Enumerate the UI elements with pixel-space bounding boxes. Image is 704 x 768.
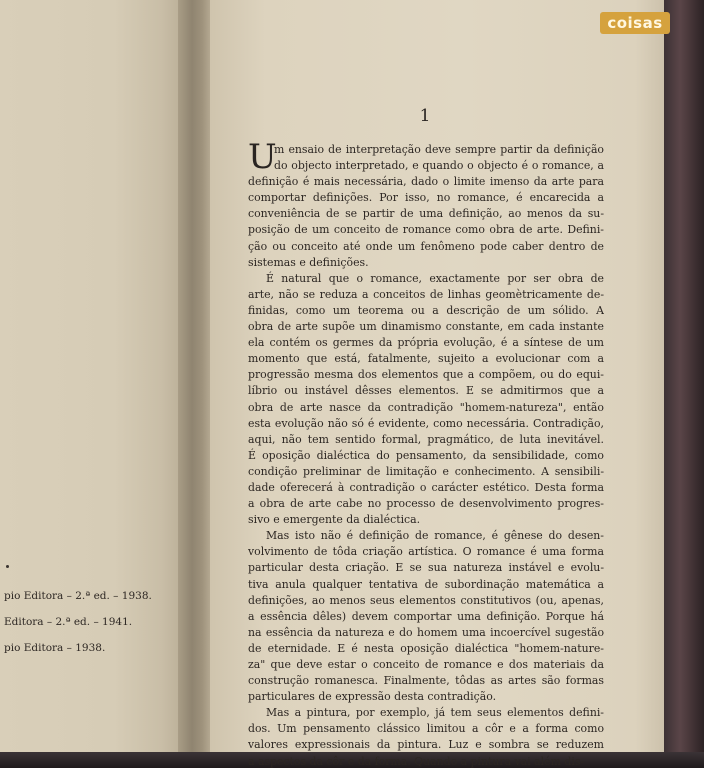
- bibliography-line: pio Editora – 1938.: [4, 642, 106, 654]
- text-line: tiva anula qualquer tentativa de subordinação matemática a: [248, 577, 604, 591]
- drop-cap: U: [248, 137, 277, 177]
- text-line: particular desta criação. E se sua natureza instável e evolu-: [248, 561, 604, 575]
- left-page-mark: [6, 565, 9, 568]
- text-line: arte, não se reduza a conceitos de linhas geomètricamente de-: [248, 287, 604, 301]
- bibliography-line: Editora – 2.ª ed. – 1941.: [4, 616, 133, 628]
- bibliography-line: pio Editora – 2.ª ed. – 1938.: [4, 590, 152, 602]
- text-line: obra de arte supõe um dinamismo constante, em cada instante: [248, 320, 604, 334]
- text-line: obra de arte nasce da contradição "homem-natureza", então: [248, 400, 604, 414]
- text-line: condição preliminar de limitação e conhecimento. A sensibili-: [248, 464, 604, 478]
- watermark-logo: coisas: [600, 12, 670, 34]
- text-line: conveniência de se partir de uma definição, ao menos da su-: [248, 207, 604, 221]
- text-line: volvimento de tôda criação artística. O romance é uma forma: [248, 545, 604, 559]
- text-line: a obra de arte cabe no processo de desenvolvimento progres-: [248, 497, 604, 511]
- text-line: dade oferecerá à contradição o carácter estético. Desta forma: [248, 480, 604, 494]
- text-line: Mas a pintura, por exemplo, já tem seus elementos defini-: [266, 706, 604, 720]
- text-line: esta evolução não só é evidente, como necessária. Contradição,: [248, 416, 604, 430]
- text-line: a essência dêles) devem comportar uma definição. Porque há: [248, 609, 604, 623]
- text-line: za" que deve estar o conceito de romance e dos materiais da: [248, 658, 604, 671]
- text-line: particulares de expressão desta contradição.: [248, 690, 497, 704]
- text-line: ção ou conceito até onde um fenômeno pode caber dentro de: [248, 239, 604, 253]
- text-line: Mas isto não é definição de romance, é gênese do desen-: [266, 529, 604, 543]
- text-line: momento que está, fatalmente, sujeito a evolucionar com a: [248, 352, 604, 366]
- text-line: sivo e emergente da dialéctica.: [248, 513, 421, 527]
- text-line: m ensaio de interpretação deve sempre partir da definição: [274, 143, 604, 156]
- text-line: aqui, não tem sentido formal, pragmático, de luta inevitável.: [248, 432, 604, 446]
- text-line: progressão mesma dos elementos que a compõem, ou do equi-: [248, 368, 604, 382]
- text-line: dos. Um pensamento clássico limitou a côr e a forma como: [248, 722, 604, 736]
- text-line: do objecto interpretado, e quando o objecto é o romance, a: [274, 159, 604, 173]
- text-line: finidas, como um teorema ou a descrição de um sólido. A: [248, 303, 604, 317]
- chapter-number: 1: [419, 106, 431, 126]
- text-line: comportar definições. Por isso, no romance, é encarecida a: [248, 191, 604, 205]
- book-cover-edge: [664, 0, 704, 768]
- chapter-text: [248, 137, 604, 768]
- text-line: valores expressionais da pintura. Luz e sombra se reduzem: [248, 738, 604, 752]
- text-line: construção romanesca. Finalmente, tôdas as artes são formas: [248, 674, 604, 688]
- left-page: [0, 0, 190, 755]
- text-line: ela contém os germes da própria evolução, é a síntese de um: [248, 336, 604, 350]
- text-line: É natural que o romance, exactamente por ser obra de: [266, 271, 604, 285]
- text-line: a aspectos da côr e da forma. Quando a pintura vai além dis-: [248, 754, 585, 768]
- text-line: na essência da natureza e do homem uma incoercível sugestão: [248, 625, 604, 639]
- text-line: definições, ao menos seus elementos constitutivos (ou, apenas,: [248, 593, 604, 607]
- text-line: sistemas e definições.: [248, 255, 369, 269]
- text-line: líbrio ou instável dêsses elementos. E se admitirmos que a: [248, 384, 604, 398]
- text-line: de eternidade. E é nesta oposição dialéctica "homem-nature-: [248, 641, 604, 655]
- text-line: É oposição dialéctica do pensamento, da sensibilidade, como: [248, 448, 604, 462]
- left-page-bibliography: [0, 583, 190, 661]
- text-line: definição é mais necessária, dado o limite imenso da arte para: [248, 175, 604, 189]
- text-line: posição de um conceito de romance como obra de arte. Defini-: [248, 223, 604, 237]
